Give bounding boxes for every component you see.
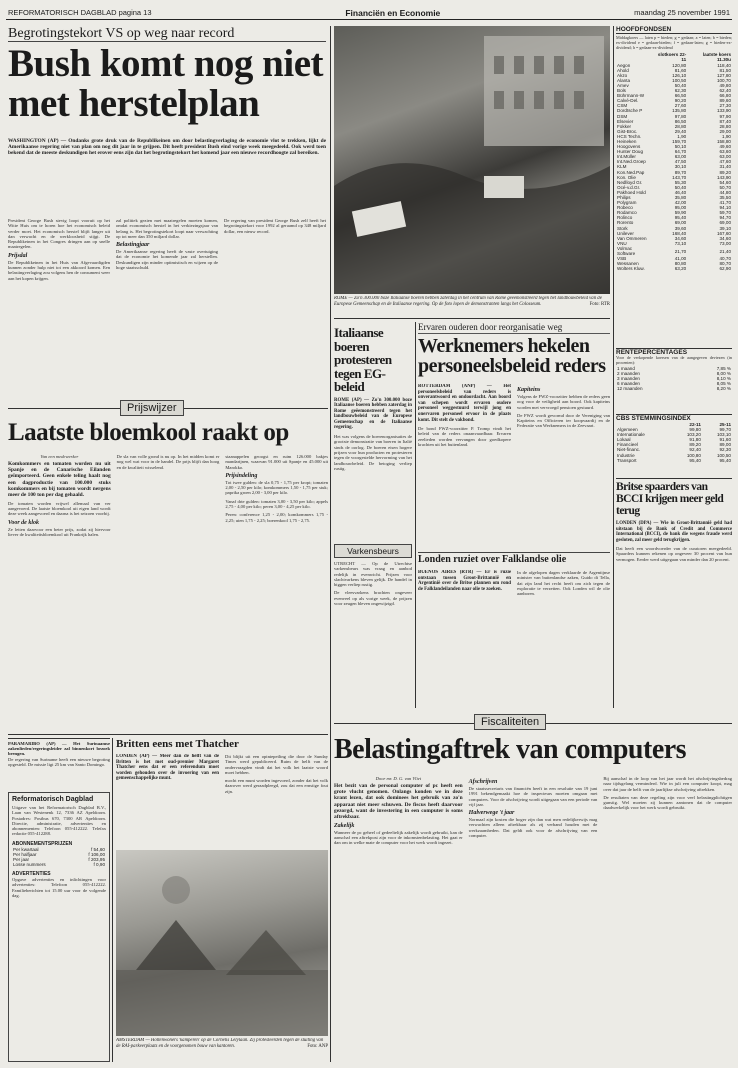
stock-row-b: 80,70	[719, 261, 731, 267]
rate-row-value: 8,20 %	[716, 385, 731, 391]
stock-row-b: 94,10	[719, 205, 731, 211]
stock-row-a: 97,80	[674, 113, 687, 119]
prijswijzer-body	[8, 454, 328, 734]
interest-rates-title: RENTEPERCENTAGES	[616, 349, 688, 356]
stock-row-b: 34,60	[719, 235, 731, 241]
section-title: Financiën en Economie	[345, 7, 441, 18]
stock-row-b: 66,80	[719, 93, 731, 99]
stock-quotes-rows	[616, 63, 732, 272]
cbs-row-a: 92,40	[689, 447, 701, 453]
cbs-row-name: Internationale	[617, 432, 645, 438]
column-rule	[415, 322, 416, 708]
workers-body-3: De FWZ wordt gevormd door de Vereniging van Kapiteins en Officieren ter koopvaardij en de Federatie van Werknemers in de Zeevaart.	[517, 412, 610, 429]
subscription-row-value: f 54,60	[90, 846, 105, 852]
stock-row-b: 94,70	[719, 215, 731, 221]
subscription-row-value: f 0,90	[93, 862, 105, 868]
stock-row-b: 73,00	[719, 240, 731, 246]
stock-row-b: 44,80	[719, 189, 731, 195]
stock-row-a: 95,00	[674, 205, 687, 211]
colophon-box	[8, 792, 110, 1062]
fiscaliteiten-body-2: De staatssecretaris van financiën heeft in een resolutie van 19 juni 1991 bekendgemaakt hoe de inspecteurs moeten omgaan met computers. Voor de afschrijving wordt uitgegaan van een periode van vijf jaar.	[468, 786, 598, 807]
stock-row-b: 28,80	[719, 123, 731, 129]
rome-protest-photo	[334, 26, 610, 294]
stock-row-a: 66,50	[674, 93, 687, 99]
stock-row-a: 30,10	[674, 164, 687, 170]
cbs-row-a: 99,80	[689, 427, 701, 433]
stock-row-name: Kon. Olie	[617, 174, 636, 180]
rate-row-value: 8,00 %	[716, 370, 731, 376]
stock-row-a: 21,70	[674, 248, 687, 254]
rome-photo-credit: Foto: RTR	[589, 301, 610, 307]
stock-row-a: 59,90	[674, 210, 687, 216]
stock-row-a: 27,60	[674, 103, 687, 109]
stock-row-b: 59,70	[719, 210, 731, 216]
interest-rates-table	[616, 366, 732, 391]
fiscaliteiten-headline: Belastingaftrek van computers	[334, 736, 687, 765]
stock-row-name: Gist-Broc.	[617, 128, 638, 134]
thatcher-lead: LONDEN (AP) — Meer dan de helft van de Britten is het met oud-premier Margaret Thatcher eens dat er een referendum moet worden gehouden over de invoering van een gemeenschappelijke munt.	[116, 754, 219, 782]
rate-row-value: 8,05 %	[716, 380, 731, 386]
stock-row-b: 21,40	[719, 248, 731, 254]
stock-row-name: Van Ommeren	[617, 235, 647, 241]
stock-row-b: 47,60	[719, 159, 731, 165]
stock-row-name: Akzo	[617, 72, 628, 78]
stock-row-b: 69,00	[719, 220, 731, 226]
cbs-row-name: Industrie	[617, 452, 635, 458]
stock-row-b: 1,90	[722, 133, 731, 139]
stock-row-b: 40,70	[719, 256, 731, 262]
page-header	[6, 6, 732, 20]
bcci-body: Dat heeft een woordvoerder van de curatoren meegedeeld. Spaarders kunnen rekenen op ongeveer 30 procent van hun vermogen. Eerder werd uitgegaan van minder dan 20 procent.	[616, 546, 732, 562]
paramaribo-body: De regering van Suriname heeft een nieuwe begroting opgesteld. De missie ligt 25 km van Santo Domingo.	[8, 756, 110, 767]
workers-kicker: Ervaren ouderen door reorganisatie weg	[418, 322, 610, 334]
stock-row-b: 167,60	[716, 230, 731, 236]
stock-row-b: 158,80	[716, 138, 731, 144]
stock-row-a: 126,10	[672, 72, 687, 78]
column-rule	[613, 26, 614, 708]
stock-row-a: 62,30	[674, 88, 687, 94]
stock-row-name: HCS Techn.	[617, 133, 642, 139]
stock-row-b: 49,60	[719, 144, 731, 150]
farmers-lead: ROME (AP) — Zo'n 300.000 boze Italiaanse boeren hebben zaterdag in Rome geëemonstreerd tegen het landbouwbeleid van de Europese Gemeenschap en de Italiaanse regering.	[334, 397, 412, 431]
thatcher-text-2: mocht een munt worden ingevoerd, zonder dat het volk daarover werd geraadpleegd, zou dat een ernstige fout zijn.	[225, 778, 328, 794]
stock-row-name: Int.Ned.Groep	[617, 159, 646, 165]
stock-row-name: Stork	[617, 225, 628, 231]
stock-row-a: 34,60	[674, 235, 687, 241]
prijswijzer-body-2: Ze letten daarvoor een beter prijs, zodat zij hiervoor liever de kwaliteitsbloemkool uit Frankrijk halen.	[8, 526, 111, 538]
bush-body-1: President George Bush stevig loopt vooruit op het Witte Huis om te horen hoe het economisch beleid verder moet. Het economisch herstel blijft langer uit dan verwacht en de werkloosheid stijgt. De Republikeinen in het Congres dringen aan op snelle maatregelen.	[8, 218, 110, 250]
header-left: REFORMATORISCH DAGBLAD pagina 13	[8, 8, 152, 17]
stock-quotes-title: HOOFDFONDSEN	[616, 26, 732, 34]
stock-row-a: 135,80	[672, 108, 687, 114]
prijswijzer-banner-row	[8, 398, 328, 420]
fiscaliteiten-banner-row	[334, 712, 732, 734]
bcci-article	[616, 478, 732, 714]
stock-row-name: Fokker	[617, 123, 632, 129]
rate-row-label: 3 maanden	[617, 375, 640, 381]
stock-row-a: 168,40	[672, 230, 687, 236]
stock-row-name: Int.Müller	[617, 154, 636, 160]
cbs-col-b: 25-11	[719, 422, 731, 427]
bush-sub-1: Prijsdal	[8, 252, 28, 259]
fiscaliteiten-body-4: Bij aanschaf in de loop van het jaar wordt het afschrijvingsbedrag naar tijdsgelang verminderd. Wie in juli een computer koopt, mag over dat jaar de helft van de jaarlijkse afschrijving aftrekken.	[603, 776, 732, 792]
cbs-row-name: Algemeen	[617, 427, 638, 433]
stock-row-name: Calvé-Del.	[617, 98, 639, 104]
bcci-lead: LONDEN (DPA) — Wie in Groot-Brittannië geld had uitstaan bij de Bank of Credit and Commerce International (BCCI), de bank die wegens fraude werd gesloten, zal meer geld terugkrijgen.	[616, 521, 732, 543]
bush-body-4: De Amerikaanse regering heeft de vaste overtuiging dat de economie het komende jaar zal herstellen. Deskundigen zijn minder optimistisch en wijzen op de hoge staatsschuld.	[116, 249, 218, 271]
workers-lead: ROTTERDAM (ANP) — Het personeelsbeleid van reders is onverantwoord en ondoordacht. Aan boord van schepen wordt ervaren oudere personeel weggestuurd terwijl jong en onervaren personeel ervoor in de plaats komt. Dit stelt de vakbond.	[418, 384, 511, 423]
stock-row-a: 50,40	[674, 82, 687, 88]
stock-row-name: Hoogovens	[617, 144, 641, 150]
cbs-row	[616, 458, 732, 463]
amsterdam-photo-caption	[116, 1038, 328, 1064]
stock-row-a: 90,20	[674, 98, 687, 104]
rate-row	[616, 386, 732, 391]
stock-row-a: 46,40	[674, 189, 687, 195]
thatcher-text: Dit blijkt uit een opiniepeiling die door de Sunday Times werd gepubliceerd. Ruim de helft van de ondervraagden vindt dat het volk het laatste woord moet hebben.	[225, 754, 328, 775]
fiscaliteiten-banner: Fiscaliteiten	[474, 714, 546, 730]
stock-row-b: 89,60	[719, 98, 731, 104]
stock-row-b: 62,40	[719, 88, 731, 94]
stock-row-name: Bols	[617, 88, 626, 94]
colophon-ads-title: ADVERTENTIES	[12, 871, 51, 878]
fiscaliteiten-body-5: De resultaten van deze regeling zijn voor veel belastingplichtigen gunstig. Wel moeten zij kunnen aantonen dat de computer daadwerkelijk voor het werk wordt gebruikt.	[603, 794, 732, 811]
paramaribo-brief	[8, 738, 110, 788]
stock-row-a: 47,50	[674, 159, 687, 165]
stock-row-a: 63,00	[674, 154, 687, 160]
rome-caption-text: ROME — Zo'n 300.000 boze Italiaanse boeren hebben zaterdag in het centrum van Rome geëemonstreerd tegen het landbouwbeleid van de Europese Gemeenschap en de Italiaanse regering. Op de foto lopen de demonstranten langs het Colosseum.	[334, 296, 602, 307]
stock-row-a: 35,80	[674, 195, 687, 201]
rate-row-label: 6 maanden	[617, 380, 640, 386]
cbs-row-name: Transport	[617, 457, 637, 463]
stock-row-a: 50,40	[674, 184, 687, 190]
stock-row-name: Alanta	[617, 77, 631, 83]
falklands-headline: Londen ruziet over Falklandse olie	[418, 552, 610, 566]
pig-market-article	[334, 544, 412, 704]
subscription-row-label: Per halfjaar	[13, 851, 37, 857]
fiscaliteiten-body-1: Wanneer de pc geheel of gedeeltelijk zakelijk wordt gebruikt, kan de aanschaf een aftrekpost zijn voor de inkomstenbelasting. Het gaat er dan om in welke mate de computer voor het werk wordt ingezet.	[334, 829, 463, 846]
stock-row-b: 143,90	[716, 174, 731, 180]
stock-row-b: 29,00	[719, 128, 731, 134]
stock-row-a: 28,80	[674, 123, 687, 129]
rate-row-label: 12 maanden	[617, 385, 643, 391]
stock-row-a: 29,40	[674, 128, 687, 134]
cbs-row-a: 95,40	[689, 457, 701, 463]
prijswijzer-lead: Komkommers en tomaten worden nu uit Spanje en de Canarische Eilanden geïmporteerd. Geen enkele teling haalt nog een dagproductie van 100.000 stuks komkommers en bij tomaten wordt nergens meer de 100 ton per dag gehaald.	[8, 461, 111, 498]
cbs-row-b: 92,30	[719, 447, 731, 453]
row-rule	[334, 318, 610, 319]
stock-row-a: 86,50	[674, 118, 687, 124]
cbs-col-a: 22-11	[689, 422, 701, 427]
stock-row-b: 35,50	[719, 195, 731, 201]
prijswijzer-body-4: staanappelen geoogst en ruim 126.000 bakjes mandarijnen, waarvan 91.000 uit Spanje en 45.000 uit Marokko.	[225, 454, 328, 470]
cbs-row-b: 100,50	[716, 452, 731, 458]
bush-body	[8, 218, 326, 394]
stock-row-a: 143,70	[672, 174, 687, 180]
column-rule	[330, 26, 331, 1062]
cbs-row-a: 103,20	[686, 432, 701, 438]
interest-rates-note: Voor de verkopende koersen van de aangegeven deviezen (in procenten):	[616, 355, 732, 365]
thatcher-headline: Britten eens met Thatcher	[116, 738, 239, 750]
pig-market-banner: Varkensbeurs	[334, 544, 412, 558]
stock-row-b: 97,90	[719, 113, 731, 119]
stock-row-b: 100,70	[716, 77, 731, 83]
bush-sub-2: Belastingjaar	[116, 242, 150, 249]
prijswijzer-banner: Prijswijzer	[120, 400, 184, 416]
stock-row-a: 42,00	[674, 200, 687, 206]
stock-row-name: VNU	[617, 240, 627, 246]
rate-row-label: 2 maanden	[617, 370, 640, 376]
subscription-row-label: Losse nummers	[13, 862, 46, 868]
falklands-lead: BUENOS AIRES (RTR) — Er is ruzie ontstaan tussen Groot-Brittannië en Argentinië over de Britse plannen om rond de Falklandeilanden naar olie te zoeken.	[418, 570, 511, 592]
cbs-row-a: 91,80	[689, 437, 701, 443]
cbs-row-b: 89,00	[719, 442, 731, 448]
cbs-index-title: CBS STEMMINGSINDEX	[616, 415, 691, 422]
workers-headline: Werknemers hekelen personeelsbeleid reders	[418, 336, 606, 378]
stock-quotes-table	[616, 52, 732, 271]
cbs-index-panel	[616, 414, 732, 474]
fiscaliteiten-byline: Door mr. D. G. van Vliet	[375, 776, 422, 781]
header-date: maandag 25 november 1991	[634, 8, 730, 17]
workers-body-1: De bond FWZ-voorzitter P. Tromp vindt het beleid van de reders onaanvaardbaar. Ervaren zeelieden worden vervangen door goedkopere krachten uit het buitenland.	[418, 426, 511, 448]
stock-row-name: Dordtsche P	[617, 108, 643, 114]
fiscaliteiten-sub-2: Afschrijven	[468, 779, 498, 785]
fiscaliteiten-lead: Het bezit van de personal computer of pc heeft een grote vlucht genomen. Onlangs konden we in deze krant lezen, dat ook dominees het gebruik van zo'n apparaat niet meer schuwen. De fiscus heeft daarvoor gezorgd, want de investering in een computer is soms aftrekbaar.	[334, 783, 463, 820]
fiscaliteiten-sub-1: Zakelijk	[334, 822, 355, 829]
stock-row-b: 87,40	[719, 118, 731, 124]
stock-row-b: 49,80	[719, 82, 731, 88]
photo-illustration	[334, 26, 610, 294]
cbs-row-name: Niet-financ.	[617, 447, 641, 453]
stock-row-name: Ahold	[617, 67, 629, 73]
stock-row-b: 50,70	[719, 184, 731, 190]
subscription-row-label: Per jaar	[13, 856, 30, 862]
stock-row-a: 55,30	[674, 179, 687, 185]
bush-kicker: Begrotingstekort VS op weg naar record	[8, 26, 326, 42]
workers-body-2: Volgens de FWZ-voorzitter hebben de reders geen oog voor de veiligheid aan boord. Ook kapiteins worden met vervroegd pensioen gestuurd.	[517, 394, 610, 410]
stock-row-name: Nedlloyd Gr.	[617, 179, 643, 185]
row-rule	[8, 734, 328, 735]
prijswijzer-body-7: Peren: conference 1,25 - 2,00; komkommers 1,75 - 2,25; uien 1,75 - 2,25; boerenkool 1,75 - 2,75.	[225, 512, 328, 523]
stock-row-name: Wolters Kluw.	[617, 266, 645, 272]
colophon-ads: Opgave advertenties en inlichtingen voor advertenties: Telefoon 055-412222. Familieberichten tot 15.00 uur voor de volgende dag.	[12, 877, 106, 899]
stock-row-name: Wessanen	[617, 261, 639, 267]
fiscaliteiten-sub-3: Halverwege 't jaar	[468, 810, 515, 817]
prijswijzer-body-5: Tot twee gulden: de sla 0,75 - 1,75 per kropt; tomaten 2,00 - 2,50 per kilo; komkommers 1,50 - 1,75 per stuk; paprika groen 2,00 - 3,00 per kilo.	[225, 479, 328, 496]
bush-body-2: De Republikeinen in het Huis van Afgevaardigden kunnen zonder hulp niet tot een akkoord komen. Een belastingverlaging zou volgens hen de consument weer aan het kopen krijgen.	[8, 259, 110, 281]
stock-row-name: Polygram	[617, 200, 637, 206]
stock-row-name: Rorento	[617, 220, 634, 226]
stock-row-name: KLM	[617, 164, 627, 170]
stock-row-name: Océ-v.d.Gr.	[617, 184, 641, 190]
prijswijzer-byline: Van een medewerker	[40, 454, 79, 459]
stock-row-a: 80,80	[674, 261, 687, 267]
subscription-row	[12, 862, 106, 867]
column-rule	[112, 738, 113, 1062]
stock-row-b: 27,30	[719, 103, 731, 109]
stock-row-b: 89,20	[719, 169, 731, 175]
stock-row-b: 81,50	[719, 67, 731, 73]
stock-row-b: 63,00	[719, 154, 731, 160]
bush-body-5: De regering van president George Bush zelf heeft het begrotingstekort voor 1992 al geraamd op 348 miljard dollar, een nieuw record.	[224, 218, 326, 234]
subscription-rates-table	[12, 847, 106, 867]
falklands-body	[418, 570, 610, 706]
stock-row-a: 95,40	[674, 215, 687, 221]
pig-market-body-2: De vleesvarkens brachten ongeveer evenveel op als vorige week, de prijzen voor zeugen bleven ongewijzigd.	[334, 590, 412, 607]
subscription-row-label: Per kwartaal	[13, 846, 39, 852]
rate-row-label: 1 maand	[617, 365, 635, 371]
stock-row-b: 127,80	[716, 72, 731, 78]
stock-row-name: CSM	[617, 103, 628, 109]
stock-quotes-note: Middagkoers — laten p = bieden; g = gedaan; a = laten; b = bieden; ex-dividend e = gedaan-bieden; f = gedaan-laten; g = bieden-ex-dividend; h = gedaan-ex-dividend	[616, 35, 732, 50]
stock-row-name: Rolinco	[617, 215, 633, 221]
workers-body	[418, 384, 610, 548]
stock-row-name: Heineken	[617, 138, 637, 144]
rate-row-value: 8,10 %	[716, 375, 731, 381]
thatcher-body	[116, 754, 328, 846]
stock-row-a: 89,70	[674, 169, 687, 175]
bush-headline: Bush komt nog niet met herstelplan	[8, 44, 323, 125]
paramaribo-lead: PARAMARIBO (AP) — Het Surinaamse zakenlieden/regeringsleider zal binnenkort bezoek brengen.	[8, 741, 110, 757]
stock-row-a: 39,60	[674, 225, 687, 231]
colophon-body: Uitgave van het Reformatorisch Dagblad B.V., Laan van Westenenk 12, 7336 AZ Apeldoorn. Postadres: Postbus 670, 7300 AR Apeldoorn. Directie, administratie, advertenties en abonnementen: Telefoon 055-412222. Telefax redactie 055-412288.	[12, 805, 106, 837]
stock-row-a: 1,90	[677, 133, 687, 139]
stock-row-name: Unilever	[617, 230, 634, 236]
bush-lead: WASHINGTON (AP) — Ondanks grote druk van de Republikeinen om door belastingverlaging de economie vlot te trekken, lijkt de Amerikaanse regering niet van plan om nog dit jaar in te grijpen. Dit heeft president Bush eind vorige week meegedeeld. Ook werd toen bekend dat de meeste deskundigen het erover eens zijn dat het begrotingstekort het komend jaar een nieuwe recordhoogte zal bereiken.	[8, 138, 326, 157]
bush-body-3: zal politiek gezien met maatregelen moeten komen, omdat economisch herstel in het verkiezingsjaar van belang is. Het begrotingstekort loopt naar verwachting op tot meer dan 350 miljard dollar.	[116, 218, 218, 239]
stock-row-a: 100,50	[672, 77, 687, 83]
stock-row-name: Hunter Doug	[617, 149, 644, 155]
stock-row	[616, 246, 732, 256]
prijswijzer-sub-1: Voor de klok	[8, 519, 40, 526]
stock-row-name: Elsevier	[617, 118, 634, 124]
prijswijzer-headline: Laatste bloemkool raakt op	[8, 420, 289, 446]
stock-row-name: Amev	[617, 82, 629, 88]
rate-row-value: 7,85 %	[716, 365, 731, 371]
farmers-headline: Italiaanse boeren protesteren tegen EG-beleid	[334, 326, 392, 394]
stock-row-a: 63,20	[674, 266, 687, 272]
stock-row-name: DSM	[617, 113, 628, 119]
stock-row-b: 133,90	[716, 108, 731, 114]
prijswijzer-body-1: De tomaten worden vrijwel allemaal van ver aangevoerd. De laatste bloemkool uit eigen land wordt deze week aangevoerd en daarna is het seizoen voorbij.	[8, 500, 111, 517]
cbs-row-name: Lokaal	[617, 437, 631, 443]
stock-row-name: Pakhoed Hold	[617, 189, 646, 195]
stock-row-a: 120,80	[672, 62, 687, 68]
stock-row-a: 81,60	[674, 67, 687, 73]
stock-row-name: Philips	[617, 195, 631, 201]
stock-row-name: VSB	[617, 256, 627, 262]
cbs-row-name: Financieel	[617, 442, 638, 448]
stock-row-b: 63,60	[719, 149, 731, 155]
cbs-row-a: 89,20	[689, 442, 701, 448]
falklands-text: In de afgelopen dagen verklaarde de Argentijnse minister van buitenlandse zaken, Guido di Tella, dat zijn land het recht heeft om zich tegen de exploratie te verzetten. Ook Londen wil de olie aanboren.	[517, 570, 610, 597]
cbs-row-a: 100,80	[686, 452, 701, 458]
bcci-headline: Britse spaarders van BCCI krijgen meer geld terug	[616, 481, 724, 517]
stock-quotes-panel	[616, 26, 732, 346]
stock-row	[616, 266, 732, 271]
colophon-subtitle: ABONNEMENTSPRIJZEN	[12, 840, 73, 847]
farmers-article	[334, 326, 412, 536]
amsterdam-photo-illustration	[116, 850, 328, 1036]
stock-row-name: Kon.Ned.Pap	[617, 169, 645, 175]
stock-row-a: 64,70	[674, 149, 687, 155]
amsterdam-caption-text: AMSTERDAM — Holtenwoners 'kamperen' op de Cornelis Lelylaan. Zij protesteerden tegen de sluiting van de RAI-parkeerplaats en de voorgenomen bouw van kantoren.	[116, 1038, 324, 1049]
stock-row-b: 118,40	[717, 62, 731, 68]
stock-row-b: 39,10	[719, 225, 731, 231]
stock-row-a: 159,70	[672, 138, 687, 144]
cbs-row-b: 99,70	[719, 427, 731, 433]
prijswijzer-body-3: De sla van volle grond is nu op. In het midden komt er nog wel wat voor in de handel. De prijs blijft dan hoog en de kwaliteit wisselend.	[116, 454, 220, 470]
cbs-row-b: 91,60	[719, 437, 731, 443]
stock-row-a: 73,10	[674, 240, 687, 246]
amsterdam-photo-credit: Foto: ANP	[307, 1043, 328, 1049]
stock-row-a: 69,00	[674, 220, 687, 226]
stock-row-b: 31,40	[719, 164, 731, 170]
interest-rates-panel	[616, 348, 732, 412]
stock-row-name: Volmac Software	[617, 245, 636, 257]
workers-sub: Kapiteins	[517, 387, 541, 393]
stock-row-name: Robeco	[617, 205, 633, 211]
stock-row-a: 41,00	[674, 256, 687, 262]
fiscaliteiten-body-3: Normaal zijn kosten die hoger zijn dan wat men redelijkerwijs mag verwachten alleen aftrekbaar als zij verband houden met de werkzaamheden. Dat geldt ook voor de afschrijving van een computer.	[468, 817, 598, 839]
cbs-row-b: 103,10	[716, 432, 731, 438]
stock-row-name: Bührmann-W	[617, 93, 645, 99]
prijswijzer-sub-2: Prijsindeling	[225, 472, 258, 479]
prijswijzer-body-6: Vanaf drie gulden: tomaten 3,00 - 3,50 per kilo; appels 2,75 - 4,00 per kilo; peren 3,00 - 4,25 per kilo.	[225, 498, 328, 510]
cbs-row-b: 95,40	[719, 457, 731, 463]
subscription-row-value: f 106,00	[88, 851, 105, 857]
stock-row-b: 54,60	[719, 179, 731, 185]
colophon-title: Reformatorisch Dagblad	[12, 796, 94, 803]
col-header-close: slotkoers 22-11	[657, 52, 687, 63]
fiscaliteiten-body	[334, 776, 732, 1062]
amsterdam-photo	[116, 850, 328, 1036]
farmers-body: Het was volgens de boerenorganisaties de grootste demonstratie van boeren in Italië sinds de oorlog. De boeren eisen hogere prijzen voor hun producten en protesteren tegen de voorgestelde hervorming van het landbouwbeleid. De betoging verliep rustig.	[334, 434, 412, 471]
stock-row-name: Rodamco	[617, 210, 637, 216]
pig-market-body: UTRECHT — Op de Utrechtse varkensbeurs was vraag en aanbod redelijk in evenwicht. Prijzen voor slachtvarkens bleven gelijk. De handel in biggen verliep rustig.	[334, 561, 412, 588]
stock-row-name: Aegon	[617, 62, 631, 68]
stock-row-a: 50,10	[674, 144, 687, 150]
subscription-row-value: f 203,95	[88, 856, 105, 862]
stock-row-b: 41,70	[719, 200, 731, 206]
stock-row-b: 62,90	[719, 266, 731, 272]
col-header-latest: laatste koers 11.30u	[702, 52, 731, 63]
cbs-index-table	[616, 422, 732, 463]
